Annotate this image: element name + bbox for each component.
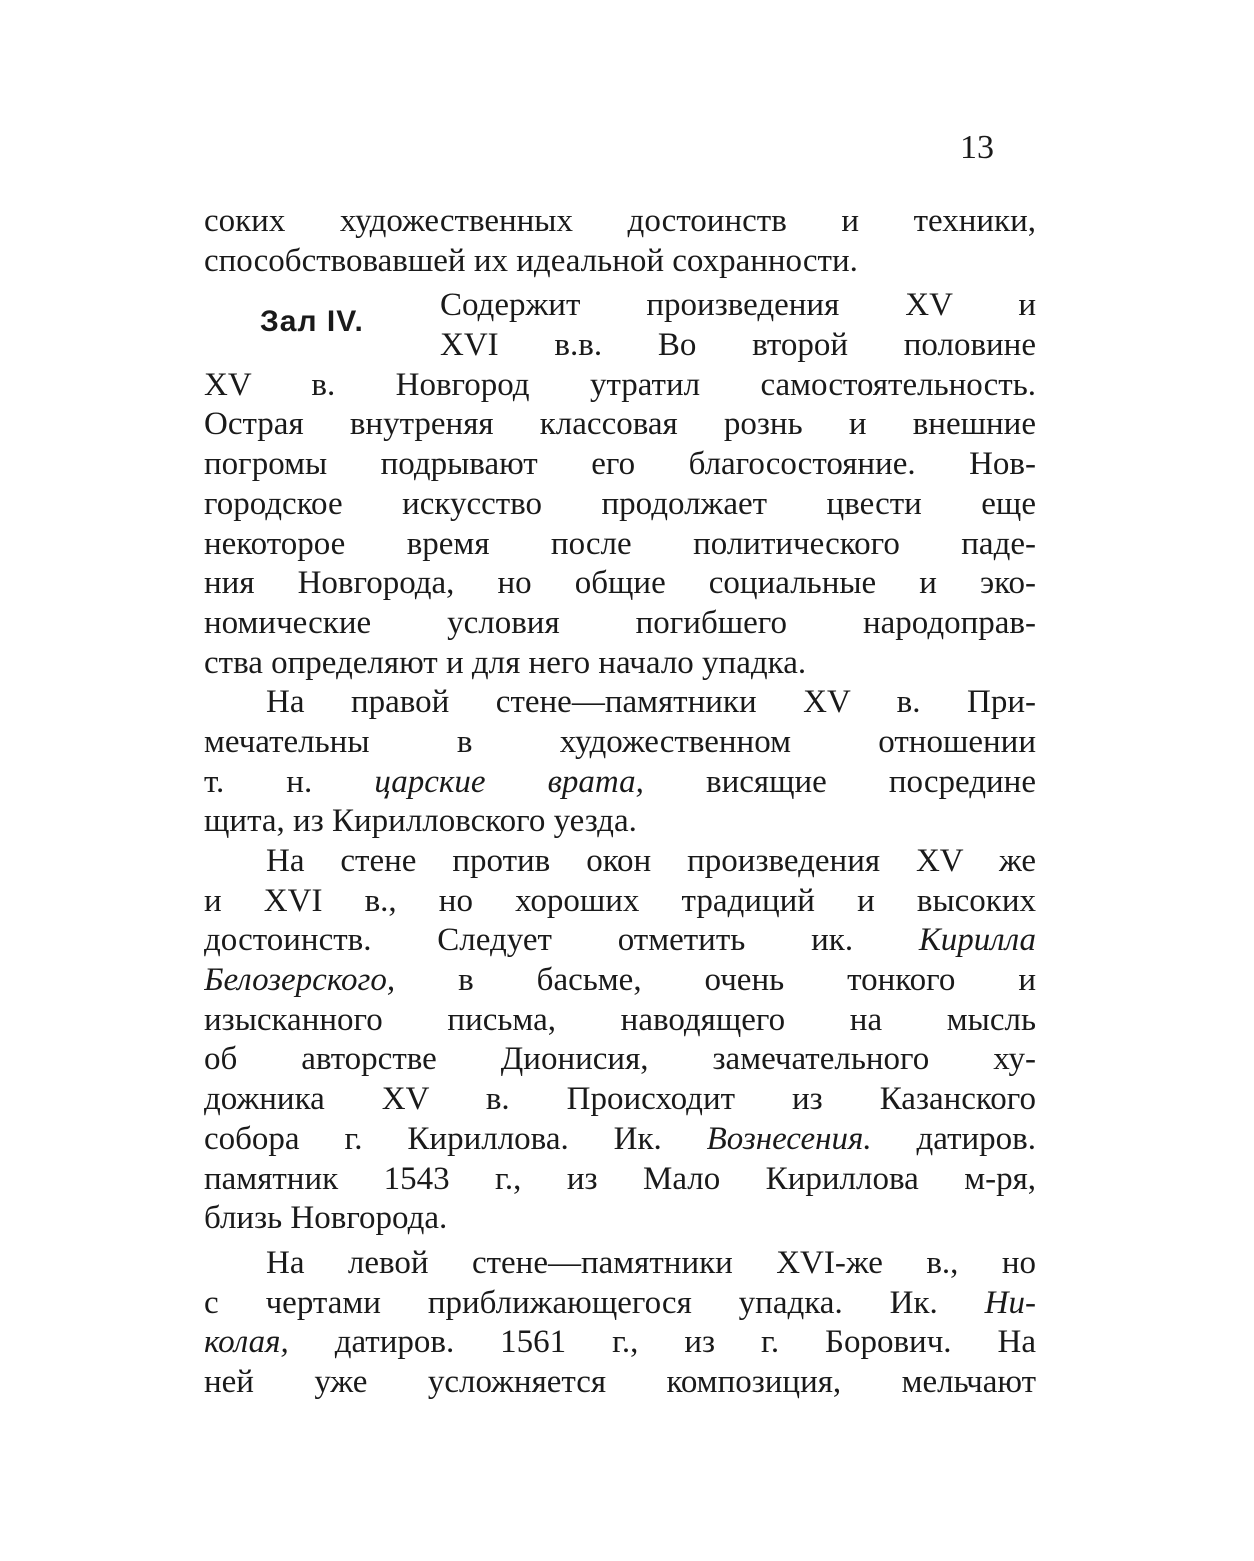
opposite-wall-line-4: Белозерского, в басьме, очень тонкого и xyxy=(204,962,1036,999)
right-wall-line-2: мечательны в художественном отношении xyxy=(204,723,1036,760)
icon-ascension-title: Вознесения. xyxy=(706,1120,872,1157)
hall-body-line-1: XV в. Новгород утратил самостоятельность. xyxy=(204,366,1036,403)
hall-label: Зал IV. xyxy=(260,305,364,339)
hall-body-line-3: погромы подрывают его благосостояние. Нов- xyxy=(204,446,1036,483)
opposite-wall-line-9: памятник 1543 г., из Мало Кириллова м-ря, xyxy=(204,1160,1036,1197)
page-text xyxy=(204,202,1036,1403)
page-number: 13 xyxy=(960,129,994,166)
opposite-wall-line-10: близь Новгорода. xyxy=(204,1200,448,1237)
hall-body-line-5: некоторое время после политического паде- xyxy=(204,525,1036,562)
left-wall-line-1: На левой стене—памятники XVI-же в., но xyxy=(266,1244,1036,1281)
opposite-wall-line-6: об авторстве Дионисия, замечательного ху- xyxy=(204,1041,1036,1078)
right-wall-line-1: На правой стене—памятники XV в. При- xyxy=(266,684,1036,721)
opposite-wall-line-3: достоинств. Следует отметить ик. Кирилла xyxy=(204,922,1036,959)
hall-body-line-6: ния Новгорода, но общие социальные и эко- xyxy=(204,565,1036,602)
hall-body-line-7: номические условия погибшего народоправ- xyxy=(204,604,1036,641)
left-wall-line-2: с чертами приближающегося упадка. Ик. Ни- xyxy=(204,1284,1036,1321)
intro-line-2: способствовавшей их идеальной сохранности. xyxy=(204,242,858,279)
hall-body-line-2: Острая внутреняя классовая рознь и внешние xyxy=(204,406,1036,443)
hall-heading xyxy=(204,286,1036,365)
opposite-wall-line-7: дожника XV в. Происходит из Казанского xyxy=(204,1081,1036,1118)
opposite-wall-line-1: На стене против окон произведения XV же xyxy=(266,843,1036,880)
hall-heading-line-1: Содержит произведения XV и xyxy=(440,287,1036,324)
icon-kirill-title-cont: Белозерского, xyxy=(204,962,396,999)
royal-doors-title: царские врата, xyxy=(374,763,644,800)
opposite-wall-line-8: собора г. Кириллова. Ик. Вознесения. датиров. xyxy=(204,1120,1036,1157)
hall-body-line-8: ства определяют и для него начало упадка. xyxy=(204,644,807,681)
icon-nicholas-title: Ни- xyxy=(984,1284,1036,1321)
opposite-wall-line-2: и XVI в., но хороших традиций и высоких xyxy=(204,882,1036,919)
opposite-wall-line-5: изысканного письма, наводящего на мысль xyxy=(204,1001,1036,1038)
icon-kirill-title: Кирилла xyxy=(918,922,1036,959)
left-wall-line-4: ней уже усложняется композиция, мельчают xyxy=(204,1363,1036,1400)
hall-body-line-4: городское искусство продолжает цвести еще xyxy=(204,485,1036,522)
left-wall-line-3: колая, датиров. 1561 г., из г. Борович. На xyxy=(204,1324,1036,1361)
right-wall-line-3: т. н. царские врата, висящие посредине xyxy=(204,763,1036,800)
hall-heading-line-2: XVI в.в. Во второй половине xyxy=(440,327,1036,364)
right-wall-line-4: щита, из Кирилловского уезда. xyxy=(204,803,637,840)
intro-line-1: соких художественных достоинств и техники, xyxy=(204,203,1036,239)
icon-nicholas-title-cont: колая, xyxy=(204,1324,289,1361)
